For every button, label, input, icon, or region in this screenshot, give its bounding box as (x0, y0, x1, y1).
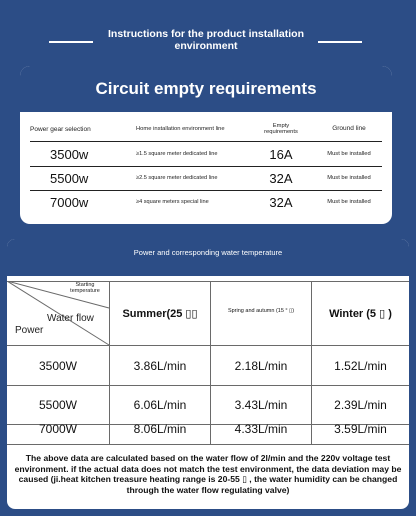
header-title: Instructions for the product installation environment (107, 28, 304, 52)
page-header (0, 0, 416, 64)
circuit-current: 32A (269, 194, 293, 210)
water-title: Power and corresponding water temperature (133, 248, 283, 257)
circuit-line: ≥2.5 square meter dedicated line (136, 174, 218, 181)
season-summer-header: Summer(25 ▯▯ (122, 308, 198, 320)
circuit-power: 5500w (50, 170, 89, 186)
circuit-line: ≥1.5 square meter dedicated line (136, 150, 218, 157)
season-spring-autumn-header: Spring and autumn (15 ° ▯) (227, 308, 295, 315)
water-grid-line (7, 444, 409, 445)
water-flow-value: 2.39L/min (334, 398, 387, 412)
circuit-row (30, 167, 382, 189)
circuit-power: 7000w (50, 194, 89, 210)
water-flow-value: 2.18L/min (234, 358, 288, 373)
circuit-ground: Must be installed (327, 150, 371, 157)
footnote-text: The above data are calculated based on the water flow of 2l/min and the 220v voltage test environment. if the actual data does not match the test environment, the data deviation may be caused (ji.heat kitchen treasure heating range is 20-55 ▯ , the water humidity can be changed through the water flow regulating valve) (14, 453, 402, 495)
circuit-divider (30, 141, 382, 142)
water-banner (7, 239, 409, 276)
water-flow-value: 3.43L/min (234, 398, 288, 412)
circuit-power: 3500w (50, 146, 89, 162)
season-winter-header: Winter (5 ▯ ) (329, 308, 392, 320)
water-flow-value: 4.33L/min (234, 422, 288, 436)
circuit-ground: Must be installed (327, 198, 371, 205)
corner-label-temperature: Starting temperature (70, 282, 100, 294)
water-flow-value: 3.59L/min (334, 422, 387, 436)
water-row-power: 7000W (38, 422, 78, 436)
circuit-current: 16A (269, 146, 293, 162)
water-row-power: 5500W (38, 398, 78, 412)
water-flow-value: 8.06L/min (133, 422, 187, 436)
col-empty-requirements: Empty requirements (264, 122, 298, 135)
circuit-title: Circuit empty requirements (95, 79, 317, 98)
corner-label-power: Power (15, 325, 44, 336)
col-power-gear: Power gear selection (30, 125, 91, 133)
header-rule-left (49, 41, 93, 43)
circuit-ground: Must be installed (327, 174, 371, 181)
water-row-power: 3500W (38, 358, 78, 373)
circuit-current: 32A (269, 170, 293, 186)
water-flow-value: 3.86L/min (133, 358, 187, 373)
circuit-row (30, 143, 382, 165)
circuit-requirements-card (20, 66, 392, 224)
corner-label-water-flow: Water flow (47, 313, 94, 324)
water-flow-value: 6.06L/min (133, 398, 187, 412)
circuit-line: ≥4 square meters special line (136, 198, 209, 205)
header-rule-right (318, 41, 362, 43)
col-ground-line: Ground line (332, 125, 366, 133)
water-flow-value: 1.52L/min (334, 358, 387, 373)
circuit-row (30, 191, 382, 213)
col-environment-line: Home installation environment line (136, 126, 225, 132)
circuit-header-row (30, 117, 382, 141)
